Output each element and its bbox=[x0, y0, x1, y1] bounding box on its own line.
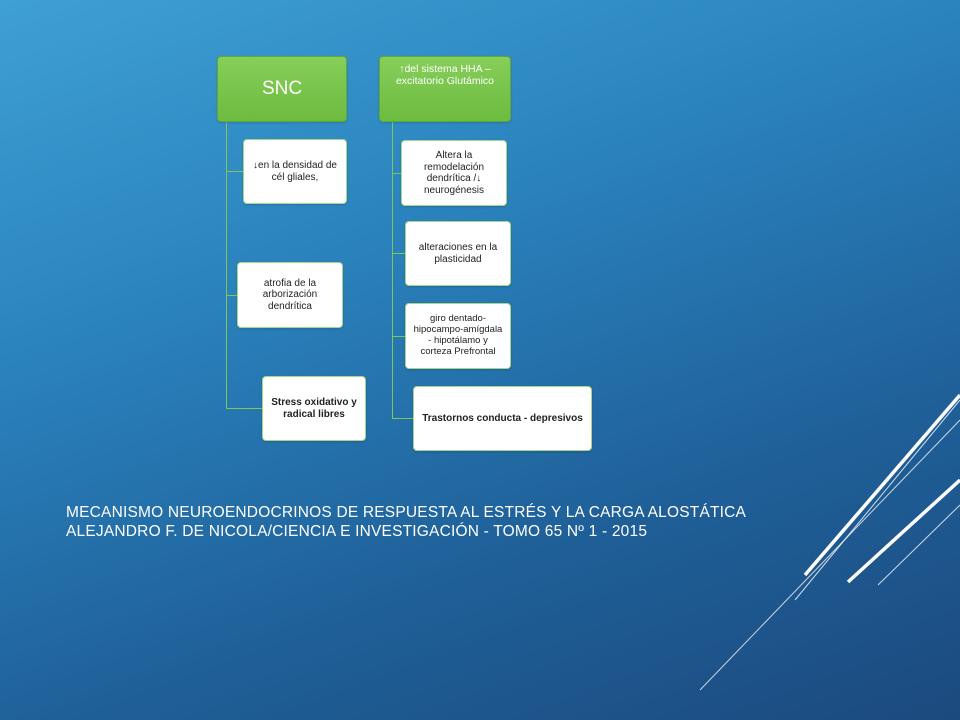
left-child-node bbox=[243, 139, 347, 204]
left-child-label: ↓en la densidad de cél gliales, bbox=[253, 160, 337, 183]
connector-left-3 bbox=[226, 408, 262, 409]
slide-caption bbox=[66, 503, 826, 541]
left-child-node bbox=[237, 262, 343, 328]
connector-right-3 bbox=[392, 336, 405, 337]
caption-line-title: MECANISMO NEUROENDOCRINOS DE RESPUESTA AL ESTRÉS Y LA CARGA ALOSTÁTICA bbox=[66, 504, 747, 521]
connector-right-1 bbox=[392, 173, 401, 174]
root-node-snc-label: SNC bbox=[261, 78, 303, 100]
connector-left-vertical bbox=[226, 122, 227, 409]
right-child-node bbox=[413, 386, 592, 451]
right-child-node bbox=[405, 221, 511, 286]
right-child-label: giro dentado-hipocampo-amígdala - hipotálamo y corteza Prefrontal bbox=[413, 313, 503, 357]
right-child-label: alteraciones en la plasticidad bbox=[418, 242, 498, 265]
left-child-node bbox=[262, 376, 366, 441]
deco-line bbox=[805, 395, 960, 575]
deco-line bbox=[700, 420, 960, 690]
connector-left-1 bbox=[226, 171, 243, 172]
connector-right-vertical bbox=[392, 122, 393, 419]
right-child-node bbox=[405, 303, 511, 369]
deco-line bbox=[795, 400, 960, 600]
connector-right-4 bbox=[392, 418, 413, 419]
right-child-label: Trastornos conducta - depresivos bbox=[422, 412, 583, 424]
connector-left-2 bbox=[226, 295, 237, 296]
root-node-snc bbox=[217, 56, 347, 122]
right-child-label: Altera la remodelación dendrítica /↓ neurogénesis bbox=[423, 150, 485, 196]
root-node-hha bbox=[379, 56, 511, 122]
caption-line-source: ALEJANDRO F. DE NICOLA/CIENCIA E INVESTIGACIÓN - TOMO 65 Nº 1 - 2015 bbox=[66, 523, 648, 540]
connector-right-2 bbox=[392, 253, 405, 254]
right-child-node bbox=[401, 140, 507, 206]
left-child-label: Stress oxidativo y radical libres bbox=[271, 397, 357, 420]
left-child-label: atrofia de la arborización dendrítica bbox=[262, 277, 318, 312]
deco-line bbox=[848, 480, 960, 582]
root-node-hha-label: ↑del sistema HHA – excitatorio Glutámico bbox=[395, 63, 495, 88]
